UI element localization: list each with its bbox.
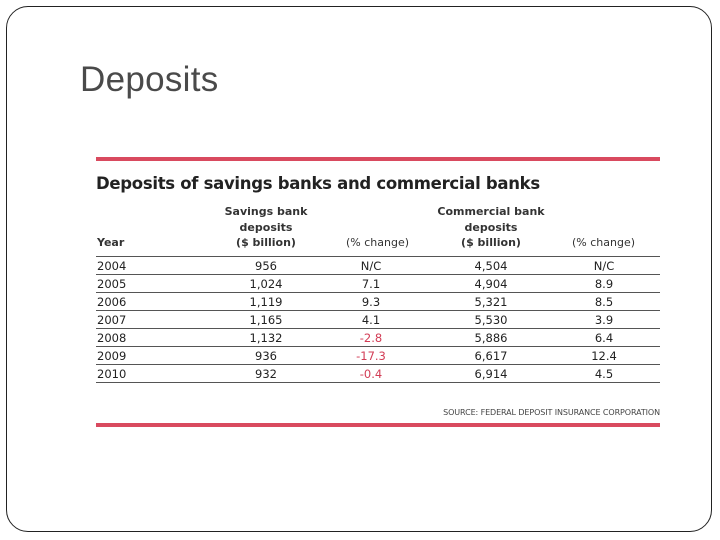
- cell-commercial: 5,321: [474, 295, 508, 309]
- cell-savings-change: 4.1: [361, 313, 381, 327]
- cell-year: 2010: [97, 367, 127, 381]
- header-commercial-line1: Commercial bank: [437, 205, 545, 218]
- cell-savings-change: N/C: [360, 259, 382, 273]
- cell-year: 2004: [97, 259, 127, 273]
- table-row: [96, 293, 660, 311]
- header-savings: [216, 204, 316, 251]
- cell-commercial: 6,617: [474, 349, 508, 363]
- cell-savings: 932: [255, 367, 277, 381]
- header-savings-line1: Savings bank: [224, 205, 308, 218]
- header-commercial-line2: deposits: [464, 220, 518, 234]
- cell-savings-change: -2.8: [359, 331, 383, 345]
- source-note: SOURCE: FEDERAL DEPOSIT INSURANCE CORPORATION: [443, 408, 660, 417]
- cell-commercial-change: 8.9: [594, 277, 614, 291]
- cell-savings: 956: [255, 259, 277, 273]
- cell-year: 2005: [97, 277, 127, 291]
- cell-commercial-change: N/C: [593, 259, 615, 273]
- table-row: [96, 311, 660, 329]
- table-row: [96, 347, 660, 365]
- cell-year: 2009: [97, 349, 127, 363]
- cell-year: 2008: [97, 331, 127, 345]
- header-year: Year: [97, 236, 125, 249]
- cell-commercial: 5,886: [474, 331, 508, 345]
- cell-commercial: 5,530: [474, 313, 508, 327]
- cell-commercial-change: 8.5: [594, 295, 614, 309]
- cell-commercial: 4,504: [474, 259, 508, 273]
- cell-savings-change: -0.4: [359, 367, 383, 381]
- cell-savings-change: 9.3: [361, 295, 381, 309]
- header-commercial-change: (% change): [572, 236, 636, 249]
- cell-savings-change: 7.1: [361, 277, 381, 291]
- header-commercial-line3: ($ billion): [461, 236, 521, 249]
- table-row: [96, 275, 660, 293]
- header-savings-line3: ($ billion): [236, 236, 296, 249]
- slide-title: Deposits: [80, 60, 219, 99]
- table-row: [96, 257, 660, 275]
- cell-savings: 1,132: [249, 331, 283, 345]
- cell-savings-change: -17.3: [356, 349, 386, 363]
- cell-savings: 1,024: [249, 277, 283, 291]
- cell-savings: 936: [255, 349, 277, 363]
- header-commercial: [436, 204, 546, 251]
- table-row: [96, 365, 660, 383]
- header-savings-line2: deposits: [239, 220, 293, 234]
- table-bottom-rule: [96, 423, 660, 427]
- cell-commercial-change: 3.9: [594, 313, 614, 327]
- cell-commercial-change: 12.4: [591, 349, 617, 363]
- cell-commercial: 4,904: [474, 277, 508, 291]
- table-title: Deposits of savings banks and commercial banks: [96, 174, 540, 193]
- table-top-rule: [96, 157, 660, 161]
- cell-savings: 1,119: [249, 295, 283, 309]
- cell-commercial-change: 4.5: [594, 367, 614, 381]
- cell-savings: 1,165: [249, 313, 283, 327]
- cell-year: 2006: [97, 295, 127, 309]
- cell-year: 2007: [97, 313, 127, 327]
- table-row: [96, 329, 660, 347]
- cell-commercial: 6,914: [474, 367, 508, 381]
- header-savings-change: (% change): [346, 236, 410, 249]
- cell-commercial-change: 6.4: [594, 331, 614, 345]
